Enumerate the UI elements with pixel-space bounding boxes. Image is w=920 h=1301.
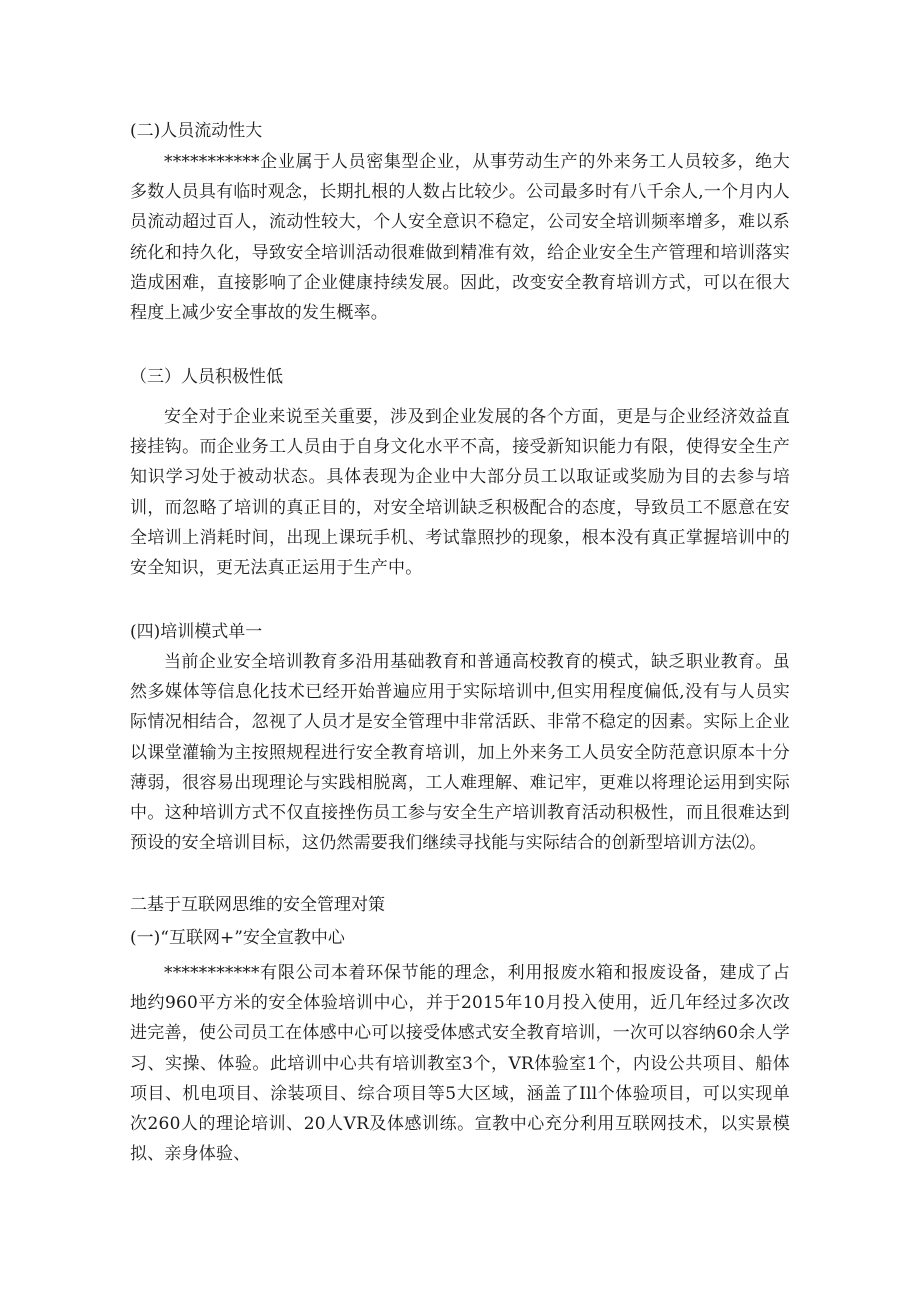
section-paragraph-2: ***********企业属于人员密集型企业，从事劳动生产的外来务工人员较多，绝大多数人员具有临时观念，长期扎根的人数占比较少。公司最多时有八千余人,一个月内人员流动超过百人，流动性较大，个人安全意识不稳定，公司安全培训频率增多，难以系统化和持久化，导致安全培训活动很难做到精准有效，给企业安全生产管理和培训落实造成困难，直接影响了企业健康持续发展。因此，改变安全教育培训方式，可以在很大程度上减少安全事故的发生概率。 xyxy=(130,152,790,324)
section-heading-2: (二)人员流动性大 xyxy=(130,121,263,141)
section-paragraph-1: ***********有限公司本着环保节能的理念，利用报废水箱和报废设备，建成了占地约960平方米的安全体验培训中心，并于2015年10月投入使用，近几年经过多次改进完善，使公司员工在体感中心可以接受体感式安全教育培训，一次可以容纳60余人学习、实操、体验。此培训中心共有培训教室3个，VR体验室1个，内设公共项目、船体项目、机电项目、涂装项目、综合项目等5大区域，涵盖了Ill个体验项目，可以实现单次260人的理论培训、20人VR及体感训练。宣教中心充分利用互联网技术，以实景模拟、亲身体验、 xyxy=(130,963,790,1165)
section-paragraph-4: 当前企业安全培训教育多沿用基础教育和普通高校教育的模式，缺乏职业教育。虽然多媒体等信息化技术已经开始普遍应用于实际培训中,但实用程度偏低,没有与人员实际情况相结合，忽视了人员才是安全管理中非常活跃、非常不稳定的因素。实际上企业以课堂灌输为主按照规程进行安全教育培训，加上外来务工人员安全防范意识原本十分薄弱，很容易出现理论与实践相脱离，工人难理解、难记牢，更难以将理论运用到实际中。这种培训方式不仅直接挫伤员工参与安全生产培训教育活动积极性，而且很难达到预设的安全培训目标，这仍然需要我们继续寻找能与实际结合的创新型培训方法⑵。 xyxy=(130,652,790,854)
section-heading-1: (一)“互联网+”安全宣教中心 xyxy=(130,928,345,948)
section-paragraph-3: 安全对于企业来说至关重要，涉及到企业发展的各个方面，更是与企业经济效益直接挂钩。而企业务工人员由于自身文化水平不高，接受新知识能力有限，使得安全生产知识学习处于被动状态。具体表现为企业中大部分员工以取证或奖励为目的去参与培训，而忽略了培训的真正目的，对安全培训缺乏积极配合的态度，导致员工不愿意在安全培训上消耗时间，出现上课玩手机、考试靠照抄的现象，根本没有真正掌握培训中的安全知识，更无法真正运用于生产中。 xyxy=(130,407,790,579)
section-heading-3: （三）人员积极性低 xyxy=(130,367,283,387)
chapter-heading-2: 二基于互联网思维的安全管理对策 xyxy=(130,895,385,915)
section-heading-4: (四)培训模式单一 xyxy=(130,622,263,642)
